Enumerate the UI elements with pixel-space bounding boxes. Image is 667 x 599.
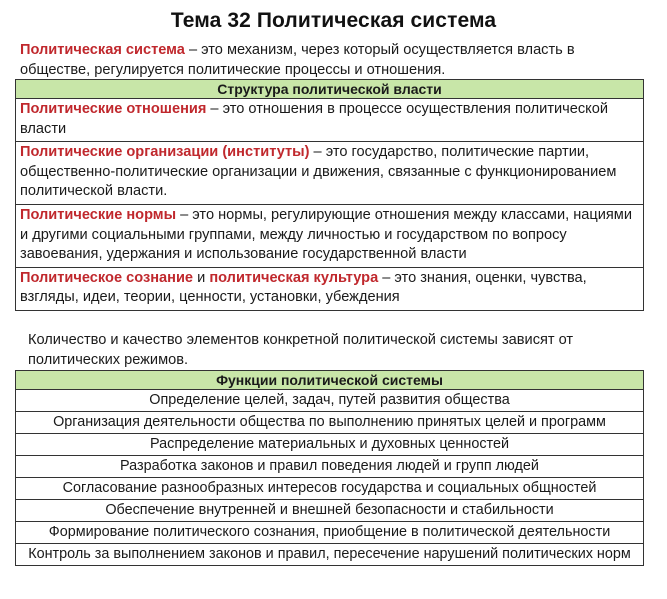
structure-row-organizations (16, 142, 644, 205)
intro-text: – это механизм, через который осуществляется власть в обществе, регулируется политические процессы и отношения. (20, 42, 575, 78)
note-paragraph: Количество и качество элементов конкретной политической системы зависят от политических режимов. (28, 332, 574, 368)
row-term: Политические нормы (20, 206, 177, 223)
function-item: Разработка законов и правил поведения людей и групп людей (16, 456, 644, 478)
table-row (16, 544, 644, 566)
structure-row-consciousness (16, 267, 644, 310)
row-term: политическая культура (209, 269, 379, 286)
table-row (16, 412, 644, 434)
table-row (16, 434, 644, 456)
row-term: Политическое сознание (20, 269, 194, 286)
intro-term: Политическая система (20, 42, 185, 58)
table-row (16, 204, 644, 267)
intro-definition (20, 40, 645, 80)
table-row (16, 390, 644, 412)
function-item: Распределение материальных и духовных ценностей (16, 434, 644, 456)
table-row (16, 522, 644, 544)
functions-table (15, 370, 644, 566)
structure-table-header: Структура политической власти (16, 80, 644, 99)
structure-row-norms (16, 204, 644, 267)
function-item: Обеспечение внутренней и внешней безопасности и стабильности (16, 500, 644, 522)
row-term: Политические отношения (20, 101, 207, 117)
functions-table-header: Функции политической системы (16, 371, 644, 390)
row-conj: и (193, 269, 210, 286)
table-row (16, 478, 644, 500)
row-text: – это знания, оценки, чувства, взгляды, идеи, теории, ценности, установки, убеждения (20, 269, 587, 306)
table-row (16, 267, 644, 310)
row-text: – это государство, политические партии, общественно-политические организации и движения, связанные с функционированием политической власти. (20, 144, 617, 200)
row-term: Политические организации (институты) (20, 144, 310, 161)
function-item: Организация деятельности общества по выполнению принятых целей и программ (16, 412, 644, 434)
functions-table-body (16, 390, 644, 566)
table-row (16, 500, 644, 522)
page-title: Тема 32 Политическая система (170, 9, 497, 32)
function-item: Формирование политического сознания, приобщение в политической деятельности (16, 522, 644, 544)
function-item: Согласование разнообразных интересов государства и социальных общностей (16, 478, 644, 500)
structure-table (15, 79, 644, 311)
structure-row-relations (16, 99, 644, 142)
table-row (16, 99, 644, 142)
row-text: – это отношения в процессе осуществления политической власти (20, 101, 608, 137)
function-item: Контроль за выполнением законов и правил, пересечение нарушений политических норм (16, 544, 644, 566)
row-text: – это нормы, регулирующие отношения между классами, нациями и другими социальными группами, между личностью и государством по вопросу завоевания, удержания и использование государственной власти (20, 206, 632, 263)
table-row (16, 456, 644, 478)
function-item: Определение целей, задач, путей развития общества (16, 390, 644, 412)
table-row (16, 142, 644, 205)
